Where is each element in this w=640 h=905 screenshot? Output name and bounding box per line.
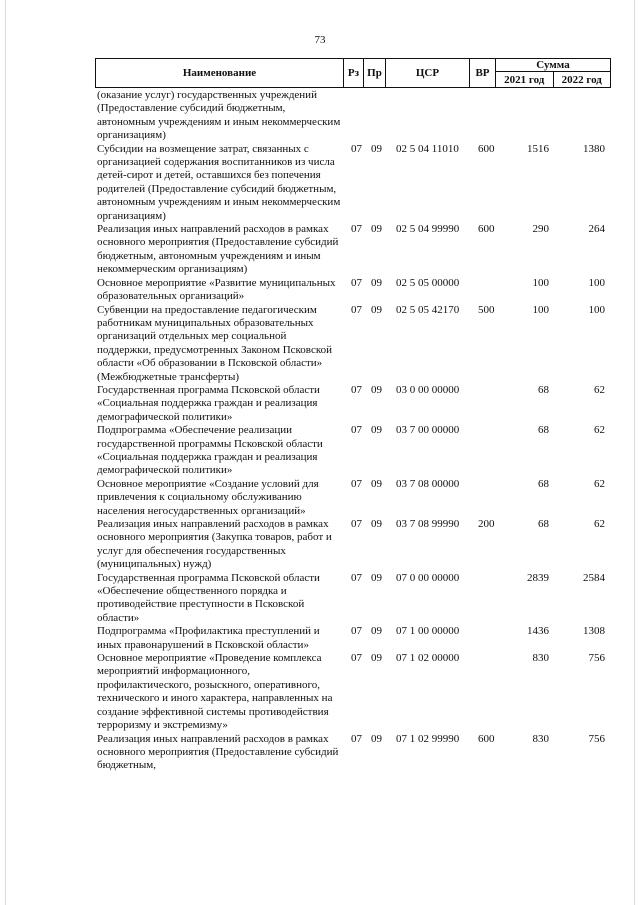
scan-edge-right: [634, 0, 635, 905]
row-sum-2021: 830: [532, 732, 549, 745]
table-row: [95, 384, 611, 424]
row-vr: 600: [478, 732, 495, 745]
row-vr: 600: [478, 223, 495, 236]
header-csr: ЦСР: [386, 59, 470, 87]
row-pr: 09: [371, 383, 382, 396]
row-sum-2021: 2839: [527, 571, 549, 584]
row-sum-2022: 1308: [583, 625, 605, 638]
row-name: Реализация иных направлений расходов в рамках основного мероприятия (Закупка товаров, работ и услуг для обеспечения государственных (муниципальных) нужд): [97, 518, 332, 571]
table-row: [95, 518, 611, 572]
row-sum-2021: 68: [538, 477, 549, 490]
row-sum-2022: 2584: [583, 571, 605, 584]
table-row: [95, 652, 611, 732]
row-sum-2022: 1380: [583, 142, 605, 155]
row-sum-2022: 100: [588, 303, 605, 316]
row-sum-2022: 62: [594, 518, 605, 530]
table-body: [95, 89, 611, 773]
row-pr: 09: [371, 518, 382, 530]
row-sum-2021: 100: [532, 276, 549, 289]
row-pr: 09: [371, 732, 382, 745]
row-sum-2021: 1436: [527, 625, 549, 638]
row-name: Субсидии на возмещение затрат, связанных с организацией содержания воспитанников из числа детей-сирот и детей, оставшихся без попечения родителей (Предоставление субсидий бюджетным, автономным учреждениям и иным некоммерческим организациям): [97, 142, 341, 222]
row-sum-2021: 68: [538, 424, 549, 437]
row-pr: 09: [371, 303, 382, 316]
row-csr: 02 5 04 99990: [396, 223, 460, 236]
table-row: [95, 733, 611, 773]
row-sum-2022: 62: [594, 424, 605, 437]
row-pr: 09: [371, 571, 382, 584]
header-name: Наименование: [96, 59, 344, 87]
table-row: [95, 223, 611, 277]
table-row: [95, 478, 611, 518]
row-name: Субвенции на предоставление педагогическим работникам муниципальных образовательных организаций отдельных мер социальной поддержки, предусмотренных Законом Псковской области «Об образовании в Псковской области» (Межбюджетные трансферты): [97, 303, 332, 383]
row-csr: 02 5 04 11010: [396, 142, 459, 155]
row-pr: 09: [371, 652, 382, 665]
row-pr: 09: [371, 276, 382, 289]
row-rz: 07: [351, 652, 362, 665]
row-pr: 09: [371, 625, 382, 638]
table-header: [95, 58, 611, 88]
row-name: Реализация иных направлений расходов в рамках основного мероприятия (Предоставление субсидий бюджетным, автономным учреждениям и иным некоммерческим организациям): [97, 223, 339, 276]
row-rz: 07: [351, 571, 362, 584]
table-row: [95, 572, 611, 626]
row-name: Государственная программа Псковской области «Социальная поддержка граждан и реализация демографической политики»: [97, 383, 320, 423]
row-sum-2022: 756: [588, 652, 605, 665]
row-csr: 07 0 00 00000: [396, 571, 460, 584]
row-sum-2021: 830: [532, 652, 549, 665]
row-csr: 03 0 00 00000: [396, 383, 460, 396]
header-year-2022: 2022 год: [561, 73, 602, 86]
row-csr: 03 7 00 00000: [396, 424, 460, 437]
row-rz: 07: [351, 142, 362, 155]
row-rz: 07: [351, 383, 362, 396]
row-rz: 07: [351, 477, 362, 490]
row-csr: 07 1 02 99990: [396, 732, 460, 745]
page-number: 73: [314, 34, 326, 46]
row-sum-2022: 264: [588, 223, 605, 236]
header-sum-title: Сумма: [496, 59, 610, 72]
row-csr: 07 1 02 00000: [396, 652, 460, 665]
row-rz: 07: [351, 518, 362, 530]
row-rz: 07: [351, 223, 362, 236]
scan-edge-left: [5, 0, 6, 905]
row-sum-2022: 756: [588, 732, 605, 745]
row-vr: 600: [478, 142, 495, 155]
row-name: Подпрограмма «Профилактика преступлений и иных правонарушений в Псковской области»: [97, 625, 320, 651]
table-row: [95, 277, 611, 304]
row-pr: 09: [371, 223, 382, 236]
header-rz: Рз: [344, 59, 364, 87]
row-sum-2021: 290: [532, 223, 549, 236]
row-sum-2021: 100: [532, 303, 549, 316]
table-row: [95, 424, 611, 478]
row-rz: 07: [351, 303, 362, 316]
row-sum-2022: 62: [594, 383, 605, 396]
row-rz: 07: [351, 732, 362, 745]
row-pr: 09: [371, 142, 382, 155]
row-name: Подпрограмма «Обеспечение реализации государственной программы Псковской области «Социальная поддержка граждан и реализация демографической политики»: [97, 424, 323, 477]
row-pr: 09: [371, 477, 382, 490]
row-sum-2022: 100: [588, 276, 605, 289]
row-csr: 02 5 05 00000: [396, 276, 460, 289]
row-sum-2021: 68: [538, 518, 549, 530]
header-sum-years: [496, 72, 610, 87]
row-name: Основное мероприятие «Создание условий для привлечения к социальному обслуживанию населения негосударственных организаций»: [97, 477, 319, 517]
header-sum: [496, 59, 610, 87]
row-name: Основное мероприятие «Развитие муниципальных образовательных организаций»: [97, 276, 336, 303]
row-name: Реализация иных направлений расходов в рамках основного мероприятия (Предоставление субсидий бюджетным,: [97, 732, 339, 772]
row-rz: 07: [351, 424, 362, 437]
row-pr: 09: [371, 424, 382, 437]
row-name: Государственная программа Псковской области «Обеспечение общественного порядка и противодействие преступности в Псковской области»: [97, 571, 320, 624]
table-row: [95, 304, 611, 384]
row-rz: 07: [351, 276, 362, 289]
header-vr: ВР: [470, 59, 496, 87]
table-row: [95, 625, 611, 652]
row-rz: 07: [351, 625, 362, 638]
row-name: Основное мероприятие «Проведение комплекса мероприятий информационного, профилактического, розыскного, оперативного, технического и иного характера, направленных на создание эффективной системы противодействия терроризму и экстремизму»: [97, 652, 333, 732]
row-vr: 500: [478, 303, 495, 316]
row-name: (оказание услуг) государственных учреждений (Предоставление субсидий бюджетным, автономным учреждениям и иным некоммерческим организациям): [97, 89, 341, 142]
table-row: [95, 89, 611, 143]
row-csr: 03 7 08 99990: [396, 518, 460, 530]
row-csr: 02 5 05 42170: [396, 303, 460, 316]
row-sum-2022: 62: [594, 477, 605, 490]
row-vr: 200: [478, 518, 495, 530]
row-sum-2021: 1516: [527, 142, 549, 155]
header-pr: Пр: [364, 59, 386, 87]
row-csr: 07 1 00 00000: [396, 625, 460, 638]
row-csr: 03 7 08 00000: [396, 477, 460, 490]
table-row: [95, 143, 611, 223]
header-year-2021: 2021 год: [496, 72, 554, 87]
row-sum-2021: 68: [538, 383, 549, 396]
